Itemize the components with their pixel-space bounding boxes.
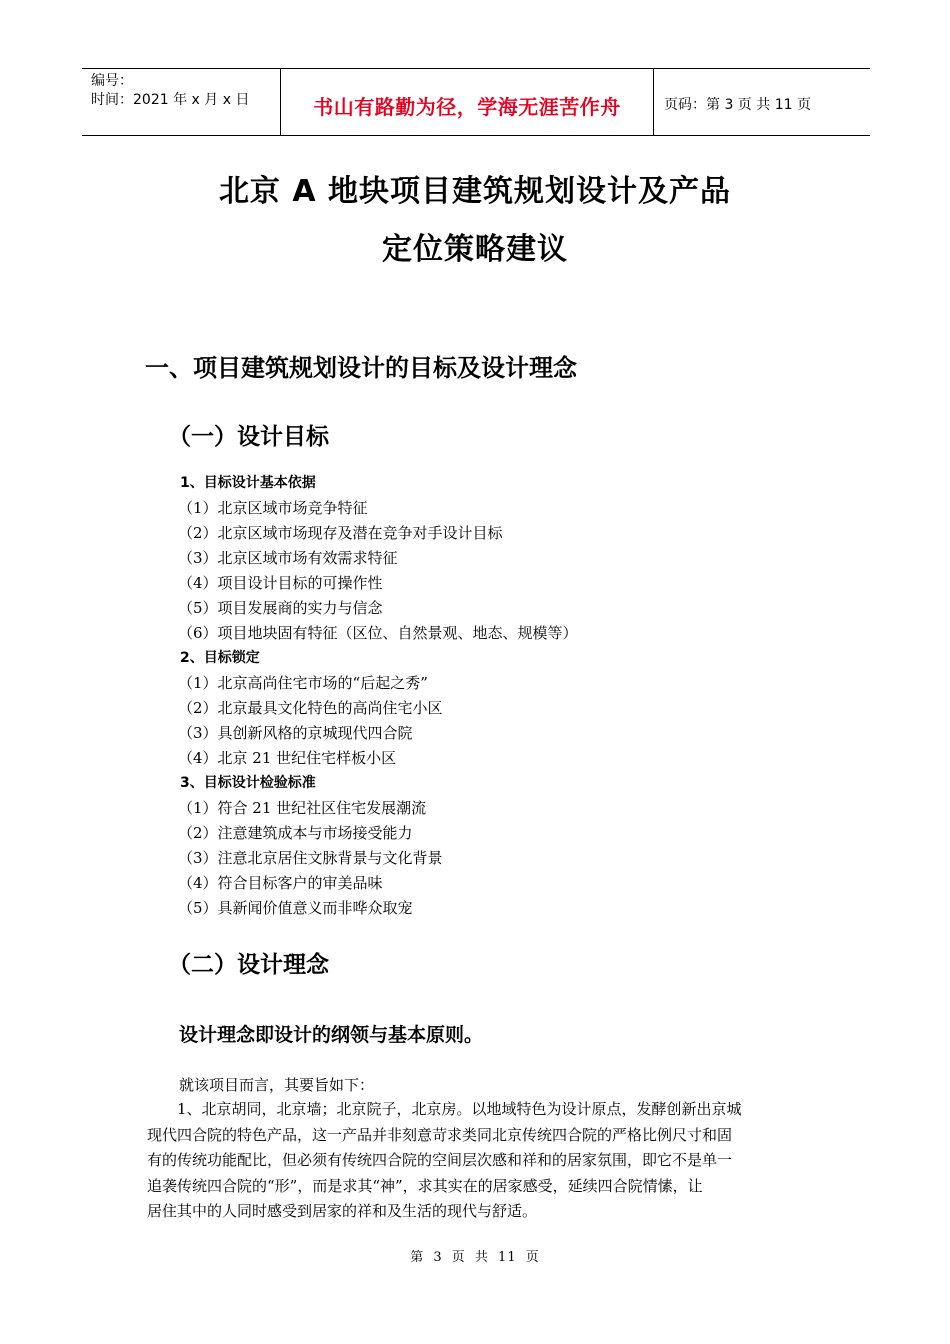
document-title-line1: 北京 A 地块项目建筑规划设计及产品	[218, 174, 732, 209]
header-motto: 书山有路勤为径，学海无涯苦作舟	[281, 69, 654, 135]
document-title-line2: 定位策略建议	[382, 232, 568, 267]
design-concept-subheading: 设计理念即设计的纲领与基本原则。	[179, 1024, 484, 1046]
paragraph-line: 有的传统功能配比，但必须有传统四合院的空间层次感和祥和的居家氛围，即它不是单一	[147, 1151, 733, 1169]
list-item: （6）项目地块固有特征（区位、自然景观、地态、规模等）	[178, 624, 578, 642]
section-heading: 一、项目建筑规划设计的目标及设计理念	[145, 354, 577, 382]
subsection-heading-design-concept: （二）设计理念	[168, 952, 329, 978]
list-item: （1）北京区域市场竞争特征	[178, 499, 368, 517]
design-concept-intro: 就该项目而言，其要旨如下：	[179, 1076, 375, 1094]
list-item: （3）北京区域市场有效需求特征	[178, 549, 398, 567]
paragraph-line: 追袭传统四合院的“形”，而是求其“神”，求其实在的居家感受，延续四合院情愫，让	[147, 1176, 703, 1195]
list-group-heading: 2、目标锁定	[180, 650, 260, 666]
list-item: （2）注意建筑成本与市场接受能力	[178, 824, 413, 842]
header-page-info: 页码：第 3 页 共 11 页	[664, 97, 811, 113]
design-concept-paragraph	[147, 1097, 807, 1225]
list-item: （3）具创新风格的京城现代四合院	[178, 724, 413, 742]
page-header	[82, 68, 870, 136]
list-item: （1）符合 21 世纪社区住宅发展潮流	[178, 799, 427, 817]
document-time-label: 时间：2021 年 x 月 x 日	[91, 92, 250, 108]
list-item: （4）北京 21 世纪住宅样板小区	[178, 749, 397, 767]
document-number-label: 编号：	[91, 73, 133, 89]
list-item: （5）项目发展商的实力与信念	[178, 599, 383, 617]
list-item: （1）北京高尚住宅市场的“后起之秀”	[178, 674, 428, 692]
paragraph-line: 1、北京胡同，北京墙；北京院子，北京房。以地域特色为设计原点，发酵创新出京城	[147, 1100, 742, 1118]
list-group-heading: 1、目标设计基本依据	[180, 475, 316, 491]
subsection-heading-design-goals: （一）设计目标	[168, 424, 329, 450]
list-item: （5）具新闻价值意义而非哗众取宠	[178, 899, 413, 917]
design-goals-list	[178, 471, 578, 921]
list-item: （2）北京最具文化特色的高尚住宅小区	[178, 699, 443, 717]
list-group-heading: 3、目标设计检验标准	[180, 775, 316, 791]
page-footer: 第 3 页 共 11 页	[410, 1250, 540, 1265]
list-item: （4）项目设计目标的可操作性	[178, 574, 383, 592]
list-item: （3）注意北京居住文脉背景与文化背景	[178, 849, 443, 867]
paragraph-line: 居住其中的人同时感受到居家的祥和及生活的现代与舒适。	[147, 1202, 538, 1220]
paragraph-line: 现代四合院的特色产品，这一产品并非刻意苛求类同北京传统四合院的严格比例尺寸和固	[147, 1125, 733, 1144]
list-item: （2）北京区域市场现存及潜在竞争对手设计目标	[178, 524, 503, 542]
header-meta	[82, 69, 281, 135]
list-item: （4）符合目标客户的审美品味	[178, 874, 383, 892]
